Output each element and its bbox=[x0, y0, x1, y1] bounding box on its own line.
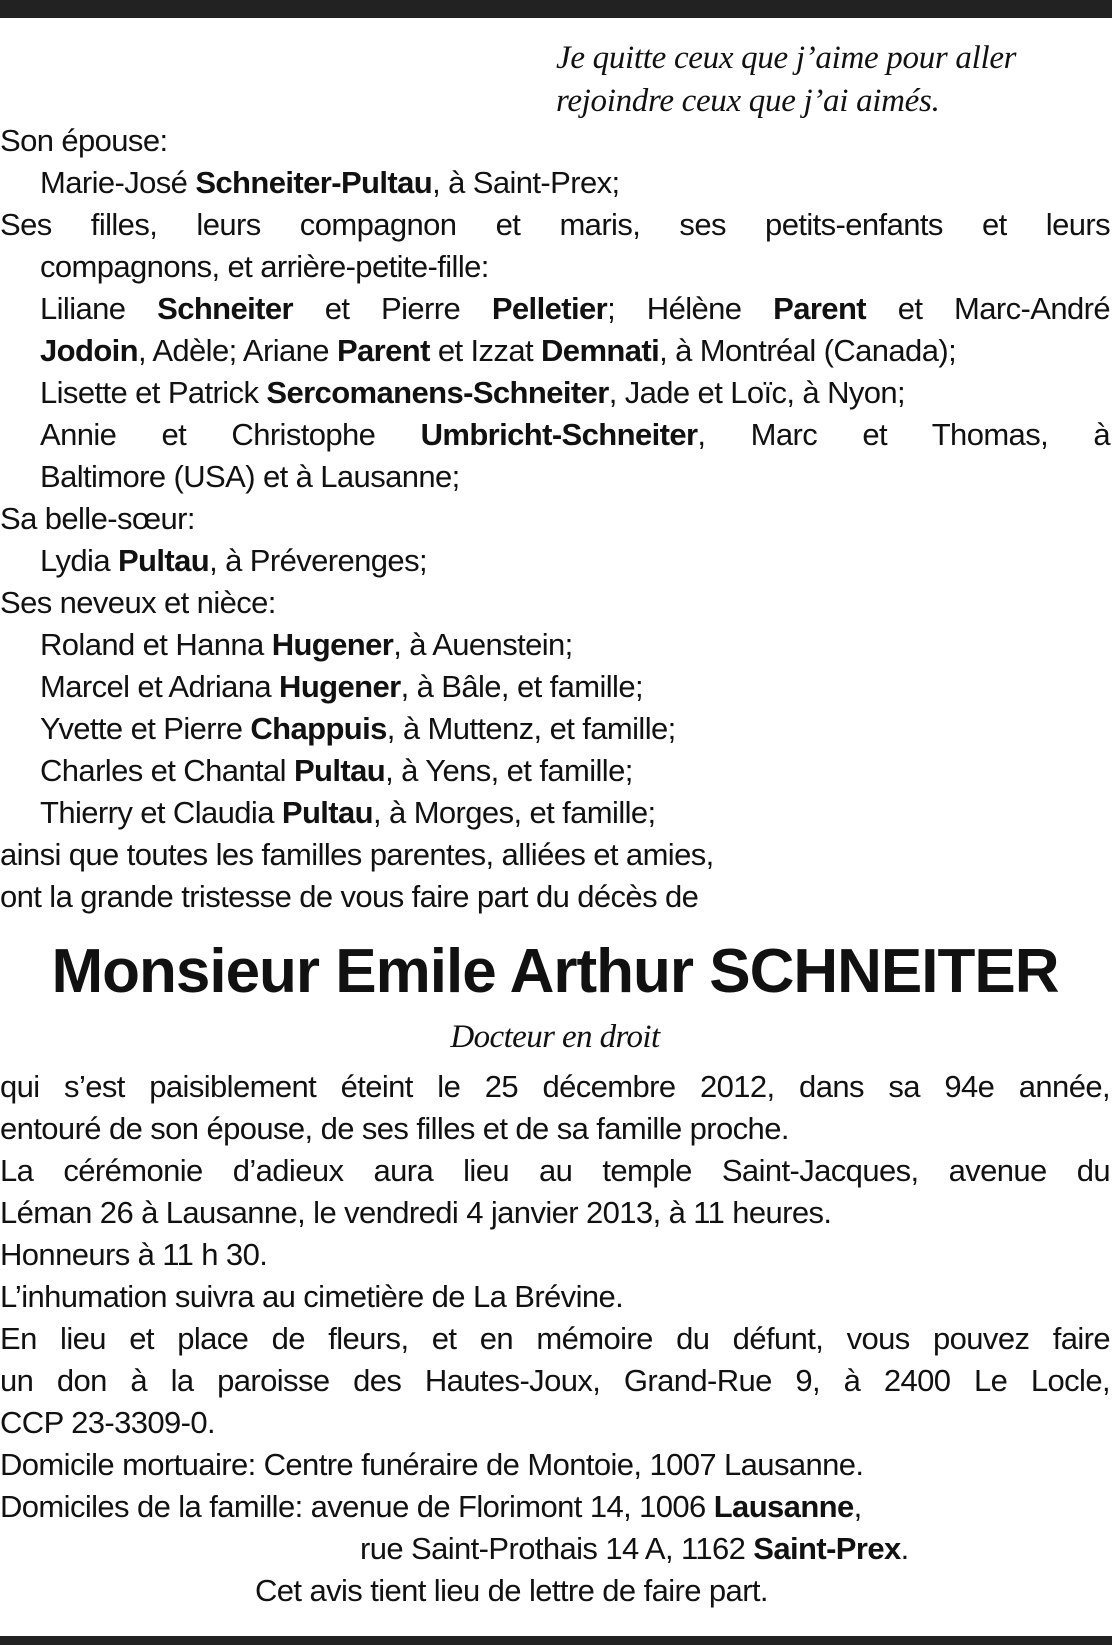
address-line bbox=[0, 1528, 1110, 1570]
details-line: L’inhumation suivra au cimetière de La Brévine. bbox=[0, 1279, 624, 1314]
surname: Pelletier bbox=[491, 291, 608, 326]
text: Liliane bbox=[40, 291, 158, 326]
text: , Jade et Loïc, à Nyon; bbox=[608, 375, 906, 410]
surname: Hugener bbox=[271, 627, 394, 662]
epigraph bbox=[556, 37, 1096, 123]
details-line: Honneurs à 11 h 30. bbox=[0, 1237, 268, 1272]
bottom-rule bbox=[0, 1636, 1112, 1645]
final-line: Cet avis tient lieu de lettre de faire part. bbox=[255, 1573, 768, 1608]
daughters-line bbox=[0, 372, 1110, 414]
daughters-heading: Ses filles, leurs compagnon et maris, ses petits-enfants et leurs bbox=[0, 207, 1110, 242]
spouse-line bbox=[0, 162, 1110, 204]
text: Charles et Chantal bbox=[40, 753, 294, 788]
text: et Pierre bbox=[293, 291, 492, 326]
surname: Schneiter bbox=[157, 291, 293, 326]
text: , à Bâle, et famille; bbox=[400, 669, 644, 704]
surname: Demnati bbox=[541, 333, 660, 368]
text: , Adèle; Ariane bbox=[138, 333, 337, 368]
deceased-name: Monsieur Emile Arthur SCHNEITER bbox=[51, 937, 1059, 1006]
nephews-heading: Ses neveux et nièce: bbox=[0, 585, 276, 620]
text: rue Saint-Prothais 14 A, 1162 bbox=[360, 1531, 754, 1566]
daughters-line bbox=[0, 414, 1110, 456]
closing-line: ont la grande tristesse de vous faire part du décès de bbox=[0, 879, 699, 914]
daughters-line: Baltimore (USA) et à Lausanne; bbox=[40, 459, 460, 494]
details-line: entouré de son épouse, de ses filles et de sa famille proche. bbox=[0, 1111, 789, 1146]
text: , à Préverenges; bbox=[209, 543, 427, 578]
surname: Hugener bbox=[279, 669, 401, 704]
details-line: La cérémonie d’adieux aura lieu au temple Saint-Jacques, avenue du bbox=[0, 1153, 1110, 1188]
text: Lisette et Patrick bbox=[40, 375, 267, 410]
sister-line bbox=[0, 540, 1110, 582]
deceased-title: Docteur en droit bbox=[450, 1019, 660, 1055]
surname: Umbricht-Schneiter bbox=[420, 417, 698, 452]
text: Yvette et Pierre bbox=[40, 711, 251, 746]
city: Saint-Prex bbox=[753, 1531, 901, 1566]
city: Lausanne bbox=[713, 1489, 854, 1524]
text: , à Muttenz, et famille; bbox=[386, 711, 676, 746]
details-line: un don à la paroisse des Hautes-Joux, Grand-Rue 9, à 2400 Le Locle, bbox=[0, 1363, 1110, 1398]
epigraph-line: rejoindre ceux que j’ai aimés. bbox=[556, 83, 940, 119]
surname: Jodoin bbox=[40, 333, 138, 368]
text: et Izzat bbox=[429, 333, 542, 368]
text: , à Auenstein; bbox=[393, 627, 573, 662]
nephew-line bbox=[0, 624, 1110, 666]
top-rule bbox=[0, 0, 1112, 18]
text: Roland et Hanna bbox=[40, 627, 272, 662]
spouse-last: Schneiter-Pultau bbox=[195, 165, 433, 200]
daughters-heading-cont: compagnons, et arrière-petite-fille: bbox=[40, 249, 489, 284]
surname: Chappuis bbox=[250, 711, 387, 746]
details-line: En lieu et place de fleurs, et en mémoire du défunt, vous pouvez faire bbox=[0, 1321, 1110, 1356]
nephew-line bbox=[0, 750, 1110, 792]
details-line: CCP 23-3309-0. bbox=[0, 1405, 216, 1440]
text: , à Montréal (Canada); bbox=[659, 333, 957, 368]
closing-line: ainsi que toutes les familles parentes, alliées et amies, bbox=[0, 837, 714, 872]
surname: Pultau bbox=[281, 795, 374, 830]
text: Marcel et Adriana bbox=[40, 669, 280, 704]
details-line: Domicile mortuaire: Centre funéraire de Montoie, 1007 Lausanne. bbox=[0, 1447, 864, 1482]
text: . bbox=[900, 1531, 909, 1566]
details-line: qui s’est paisiblement éteint le 25 décembre 2012, dans sa 94e année, bbox=[0, 1069, 1110, 1104]
spouse-first: Marie-José bbox=[40, 165, 196, 200]
spouse-rest: , à Saint-Prex; bbox=[432, 165, 620, 200]
sister-heading: Sa belle-sœur: bbox=[0, 501, 195, 536]
notice-body bbox=[0, 120, 1110, 1612]
text: Domiciles de la famille: avenue de Florimont 14, 1006 bbox=[0, 1489, 714, 1524]
nephew-line bbox=[0, 666, 1110, 708]
spouse-heading: Son épouse: bbox=[0, 123, 168, 158]
text: Thierry et Claudia bbox=[40, 795, 282, 830]
nephew-line bbox=[0, 792, 1110, 834]
daughters-line bbox=[0, 330, 1110, 372]
text: , à Morges, et famille; bbox=[373, 795, 656, 830]
text: et Marc-André bbox=[866, 291, 1110, 326]
text: Lydia bbox=[40, 543, 118, 578]
details-line: Léman 26 à Lausanne, le vendredi 4 janvier 2013, à 11 heures. bbox=[0, 1195, 832, 1230]
text: Annie et Christophe bbox=[40, 417, 421, 452]
text: , Marc et Thomas, à bbox=[697, 417, 1110, 452]
surname: Pultau bbox=[293, 753, 386, 788]
nephew-line bbox=[0, 708, 1110, 750]
text: , à Yens, et famille; bbox=[385, 753, 633, 788]
epigraph-line: Je quitte ceux que j’aime pour aller bbox=[556, 40, 1017, 76]
surname: Pultau bbox=[117, 543, 210, 578]
surname: Parent bbox=[336, 333, 430, 368]
address-line bbox=[0, 1486, 1110, 1528]
text: ; Hélène bbox=[607, 291, 774, 326]
daughters-line bbox=[0, 288, 1110, 330]
surname: Parent bbox=[773, 291, 867, 326]
surname: Sercomanens-Schneiter bbox=[266, 375, 609, 410]
text: , bbox=[853, 1489, 862, 1524]
